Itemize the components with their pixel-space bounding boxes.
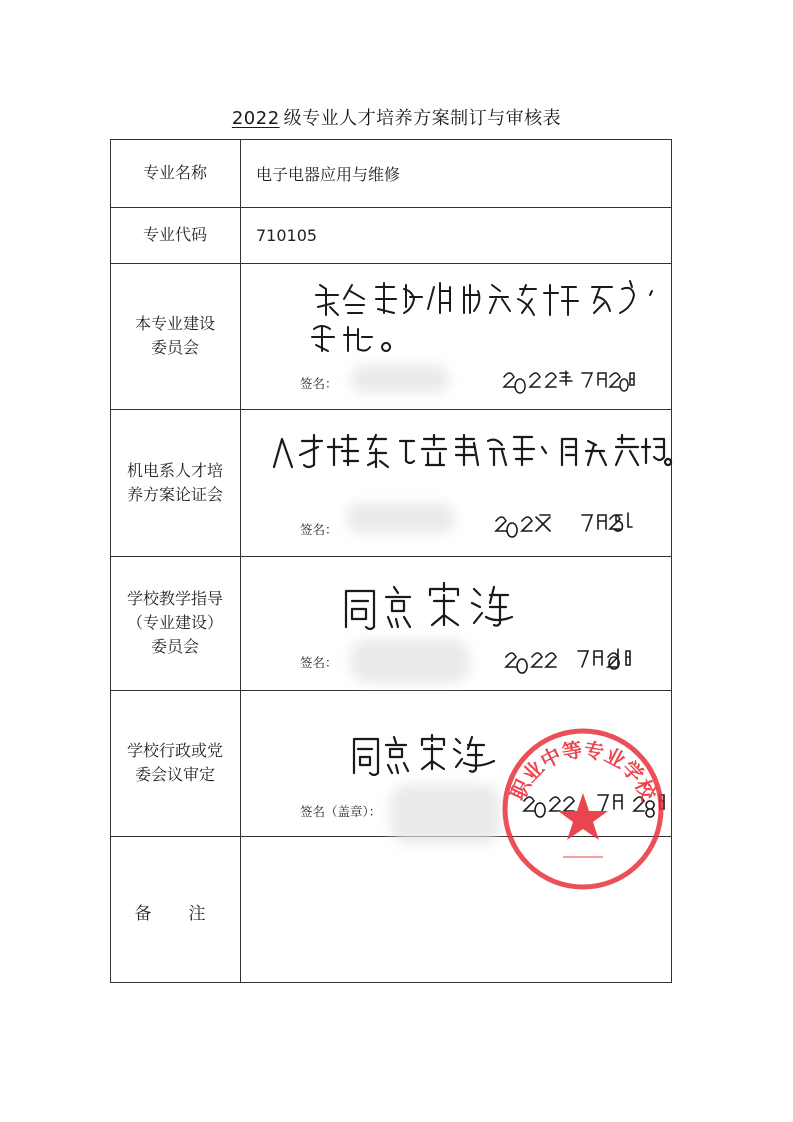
redacted-signature	[346, 503, 456, 533]
committee-date	[502, 367, 632, 395]
admin-review-label-line2: 委会议审定	[134, 765, 215, 784]
major-name-label-text: 专业名称	[142, 163, 207, 182]
handwritten-date	[502, 367, 632, 391]
dept-sign-label: 签名：	[300, 522, 338, 537]
handwriting-scribble	[270, 429, 670, 479]
major-code-label-text: 专业代码	[142, 225, 207, 244]
remarks-label: 备 注	[134, 904, 216, 924]
seal-text: 职业中等专业学校	[505, 737, 661, 804]
committee-label-line2: 委员会	[150, 338, 199, 357]
dept-review-label-line2: 养方案论证会	[126, 484, 223, 504]
title-text: 级专业人才培养方案制订与审核表	[283, 108, 562, 129]
redacted-signature	[350, 639, 470, 683]
school-guidance-label-line3: 委员会	[150, 637, 199, 656]
title-year: 2022	[231, 108, 280, 129]
school-guidance-label-line1: 学校教学指导	[126, 589, 223, 608]
school-guidance-label	[110, 556, 240, 690]
school-guidance-label-line2: （专业建设）	[126, 613, 223, 632]
major-code-value: 710105	[256, 226, 318, 245]
guidance-date	[504, 645, 634, 675]
committee-handwritten-opinion	[300, 277, 680, 361]
redacted-signature	[390, 784, 500, 844]
major-name-label	[110, 139, 240, 207]
guidance-handwritten-opinion	[338, 579, 538, 643]
form-title	[0, 104, 793, 130]
major-code-label	[110, 207, 240, 263]
dept-review-label	[110, 409, 240, 556]
handwritten-date	[504, 645, 634, 671]
major-name-value: 电子电器应用与维修	[256, 165, 401, 184]
handwriting-scribble	[348, 731, 498, 781]
admin-review-label-line1: 学校行政或党	[126, 741, 223, 760]
dept-handwritten-opinion	[270, 429, 670, 483]
handwriting-scribble	[338, 579, 538, 639]
seal-star	[558, 793, 608, 840]
admin-handwritten-opinion	[348, 731, 498, 785]
committee-label-line1: 本专业建设	[134, 314, 215, 333]
admin-sign-label: 签名（盖章）：	[300, 804, 382, 819]
handwritten-date	[494, 509, 634, 535]
guidance-sign-label: 签名：	[300, 655, 338, 670]
dept-date	[494, 509, 634, 539]
seal-graphic	[493, 719, 673, 899]
committee-label	[110, 263, 240, 409]
column-divider	[240, 139, 241, 982]
table-border-bottom	[110, 982, 672, 983]
official-seal-stamp	[493, 719, 673, 899]
handwriting-scribble	[300, 277, 680, 357]
admin-review-label	[110, 690, 240, 836]
redacted-signature	[350, 365, 450, 393]
committee-sign-label: 签名：	[300, 376, 338, 391]
dept-review-label-line1: 机电系人才培	[126, 460, 223, 480]
